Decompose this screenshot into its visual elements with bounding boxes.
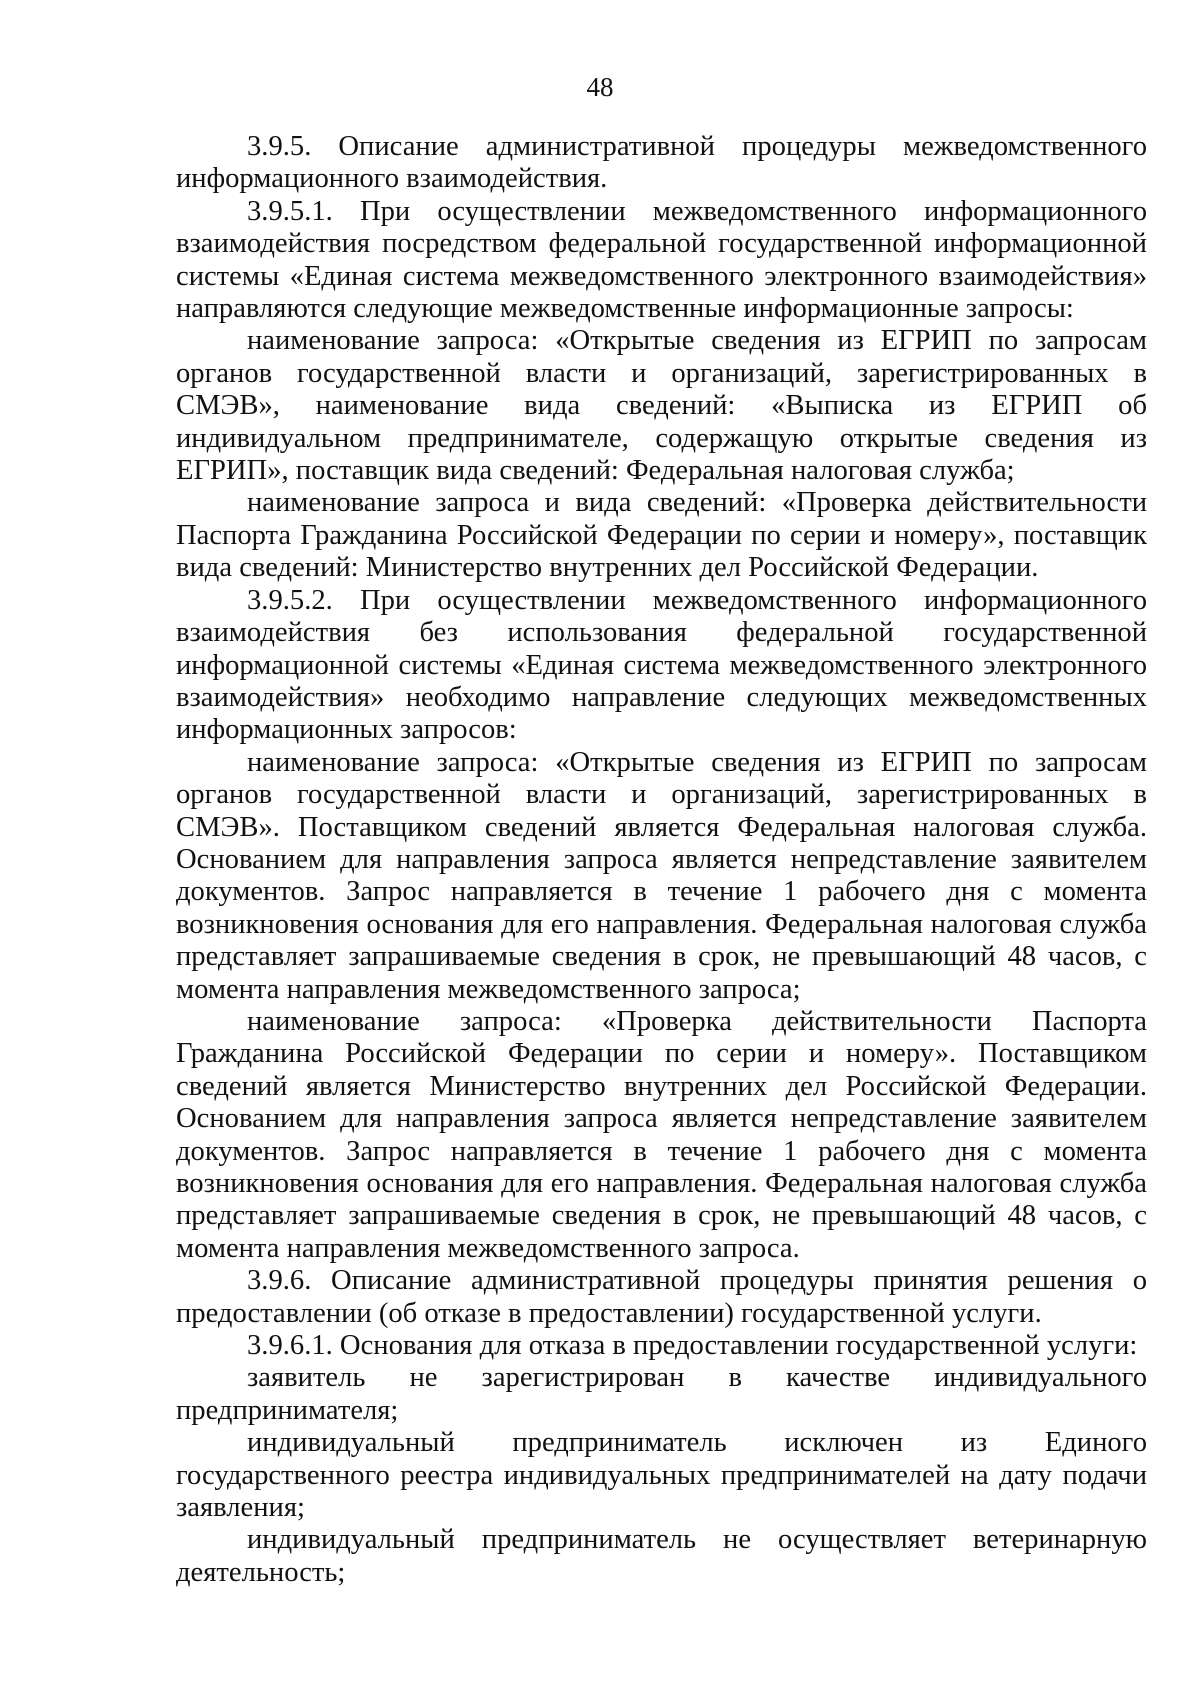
- refusal-ground-excluded: индивидуальный предприниматель исключен из Единого государственного реестра индивидуальных предпринимателей на дату подачи заявления;: [176, 1427, 1147, 1524]
- refusal-ground-no-vet-activity: индивидуальный предприниматель не осуществляет ветеринарную деятельность;: [176, 1524, 1147, 1588]
- section-heading-3-9-5: 3.9.5. Описание административной процедуры межведомственного информационного взаимодействия.: [176, 131, 1147, 195]
- page-number: 48: [586, 72, 614, 102]
- document-body: [176, 131, 1147, 1589]
- paragraph-3-9-6-1: 3.9.6.1. Основания для отказа в предоставлении государственной услуги:: [247, 1330, 1138, 1362]
- request-item-egrip-no-smev: наименование запроса: «Открытые сведения из ЕГРИП по запросам органов государственной власти и организаций, зарегистрированных в СМЭВ». Поставщиком сведений является Федеральная налоговая служба. Основанием для направления запроса является непредставление заявителем документов. Запрос направляется в течение 1 рабочего дня с момента возникновения основания для его направления. Федеральная налоговая служба представляет запрашиваемые сведения в срок, не превышающий 48 часов, с момента направления межведомственного запроса;: [176, 746, 1147, 1005]
- section-heading-3-9-6: 3.9.6. Описание административной процедуры принятия решения о предоставлении (об отказе в предоставлении) государственной услуги.: [176, 1265, 1147, 1329]
- request-item-passport-check: наименование запроса и вида сведений: «Проверка действительности Паспорта Гражданина Российской Федерации по серии и номеру», поставщик вида сведений: Министерство внутренних дел Российской Федерации.: [176, 487, 1147, 584]
- request-item-egrip-smev: наименование запроса: «Открытые сведения из ЕГРИП по запросам органов государственной власти и организаций, зарегистрированных в СМЭВ», наименование вида сведений: «Выписка из ЕГРИП об индивидуальном предпринимателе, содержащую открытые сведения из ЕГРИП», поставщик вида сведений: Федеральная налоговая служба;: [176, 325, 1147, 487]
- request-item-passport-no-smev: наименование запроса: «Проверка действительности Паспорта Гражданина Российской Федерации по серии и номеру». Поставщиком сведений является Министерство внутренних дел Российской Федерации. Основанием для направления запроса является непредставление заявителем документов. Запрос направляется в течение 1 рабочего дня с момента возникновения основания для его направления. Федеральная налоговая служба представляет запрашиваемые сведения в срок, не превышающий 48 часов, с момента направления межведомственного запроса.: [176, 1005, 1147, 1264]
- refusal-ground-not-registered: заявитель не зарегистрирован в качестве индивидуального предпринимателя;: [176, 1362, 1147, 1426]
- paragraph-3-9-5-2: 3.9.5.2. При осуществлении межведомственного информационного взаимодействия без использования федеральной государственной информационной системы «Единая система межведомственного электронного взаимодействия» необходимо направление следующих межведомственных информационных запросов:: [176, 584, 1147, 746]
- paragraph-3-9-5-1: 3.9.5.1. При осуществлении межведомственного информационного взаимодействия посредством федеральной государственной информационной системы «Единая система межведомственного электронного взаимодействия» направляются следующие межведомственные информационные запросы:: [176, 195, 1147, 325]
